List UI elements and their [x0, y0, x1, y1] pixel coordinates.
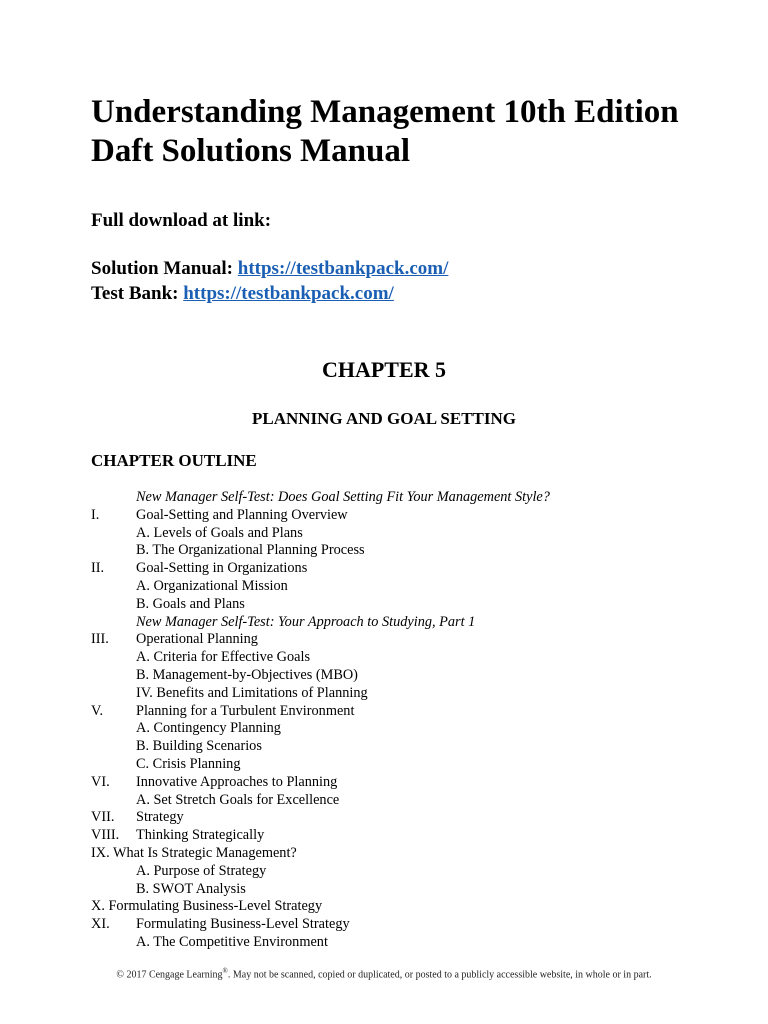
outline-item: [0, 720, 768, 738]
title-line-1: Understanding Management 10th Edition: [91, 94, 679, 130]
outline-item: [0, 916, 768, 934]
test-bank-label: Test Bank:: [91, 283, 179, 304]
outline-item: [0, 507, 768, 525]
document-title: [91, 93, 679, 171]
outline-item: [0, 934, 768, 952]
outline-item: [0, 881, 768, 899]
download-label: Full download at link:: [91, 210, 272, 231]
outline-item-text: New Manager Self-Test: Does Goal Setting Fit Your Management Style?: [136, 489, 550, 505]
outline-item-text: A. Purpose of Strategy: [136, 862, 267, 879]
solution-manual-link[interactable]: https://testbankpack.com/: [237, 258, 449, 279]
outline-item: [0, 809, 768, 827]
outline-item-text: Formulating Business-Level Strategy: [136, 916, 350, 933]
outline-item: [0, 578, 768, 596]
copyright-suffix: . May not be scanned, copied or duplicated, or posted to a publicly accessible website, in whole or in part.: [227, 969, 652, 981]
outline-item: [0, 685, 768, 703]
solution-manual-line: [91, 257, 448, 281]
copyright-footer: [0, 965, 768, 981]
outline-item: [0, 631, 768, 649]
outline-item: [0, 898, 768, 916]
outline-item: [0, 649, 768, 667]
outline-item-number: V.: [91, 702, 104, 719]
outline-item-text: A. Contingency Planning: [136, 720, 281, 737]
outline-item-text: X. Formulating Business-Level Strategy: [91, 898, 323, 915]
outline-item: [0, 863, 768, 881]
outline-item-number: VII.: [91, 809, 115, 826]
chapter-subtitle: PLANNING AND GOAL SETTING: [251, 409, 517, 428]
outline-item: [0, 756, 768, 774]
outline-item-number: VIII.: [91, 827, 120, 844]
outline-item: [0, 738, 768, 756]
outline-item-text: A. Criteria for Effective Goals: [136, 649, 311, 666]
outline-item-number: VI.: [91, 773, 110, 790]
outline-item: [0, 525, 768, 543]
outline-item-text: IX. What Is Strategic Management?: [91, 844, 297, 861]
outline-item-text: IV. Benefits and Limitations of Planning: [136, 684, 368, 701]
outline-item-text: Strategy: [136, 809, 184, 826]
outline-item: [0, 667, 768, 685]
outline-item: [0, 774, 768, 792]
outline-item-text: A. Set Stretch Goals for Excellence: [136, 791, 340, 808]
outline-item-text: Thinking Strategically: [136, 827, 265, 844]
outline-item: [0, 845, 768, 863]
outline-item-text: A. Organizational Mission: [136, 577, 288, 594]
test-bank-link[interactable]: https://testbankpack.com/: [183, 283, 394, 304]
outline-item: [0, 560, 768, 578]
outline-item: [0, 542, 768, 560]
copyright-prefix: © 2017 Cengage Learning: [116, 969, 223, 981]
outline-item-text: A. The Competitive Environment: [136, 933, 328, 950]
solution-manual-label: Solution Manual:: [91, 258, 234, 279]
outline-item: [0, 614, 768, 632]
outline-item-text: Operational Planning: [136, 631, 258, 648]
outline-item-number: I.: [91, 506, 100, 523]
outline-item-text: New Manager Self-Test: Your Approach to Studying, Part 1: [136, 613, 476, 630]
outline-item-text: Goal-Setting and Planning Overview: [136, 506, 348, 523]
chapter-outline-list: [0, 489, 768, 952]
outline-item-text: Goal-Setting in Organizations: [136, 560, 308, 577]
title-line-2: Daft Solutions Manual: [91, 133, 411, 169]
outline-item-text: B. Building Scenarios: [136, 738, 262, 755]
outline-item: [0, 827, 768, 845]
outline-item-text: C. Crisis Planning: [136, 755, 241, 772]
test-bank-line: [91, 282, 394, 306]
outline-item-text: B. Goals and Plans: [136, 595, 245, 612]
outline-item: [0, 703, 768, 721]
chapter-heading: CHAPTER 5: [321, 357, 447, 382]
outline-item: [0, 792, 768, 810]
outline-item-text: Innovative Approaches to Planning: [136, 773, 338, 790]
outline-item-number: XI.: [91, 916, 110, 933]
outline-item-number: II.: [91, 560, 105, 577]
outline-item: [0, 489, 768, 507]
outline-item-text: A. Levels of Goals and Plans: [136, 524, 303, 541]
outline-item: [0, 596, 768, 614]
outline-item-number: III.: [91, 631, 109, 648]
registered-mark: ®: [222, 967, 228, 975]
outline-item-text: B. Management-by-Objectives (MBO): [136, 666, 358, 683]
outline-item-text: Planning for a Turbulent Environment: [136, 702, 355, 719]
outline-item-text: B. SWOT Analysis: [136, 880, 246, 897]
outline-heading: CHAPTER OUTLINE: [91, 451, 257, 470]
outline-item-text: B. The Organizational Planning Process: [136, 542, 365, 559]
